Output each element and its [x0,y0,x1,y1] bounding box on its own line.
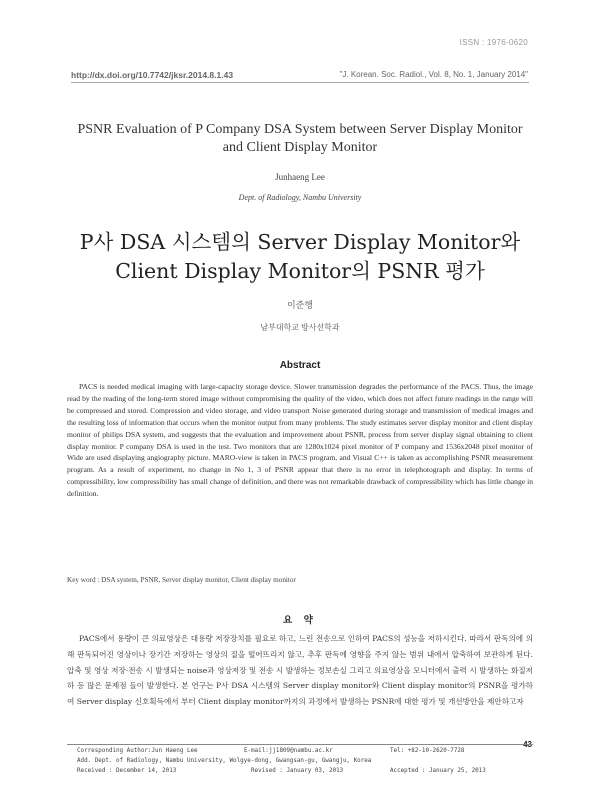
keywords-line: Key word : DSA system, PSNR, Server display monitor, Client display monitor [67,576,296,584]
affiliation-korean: 남부대학교 방사선학과 [260,323,340,332]
address: Add. Dept. of Radiology, Nambu University, Wolgye-dong, Gwangsan-gu, Gwangju, Korea [77,758,372,764]
abstract-body: PACS is needed medical imaging with large-capacity storage device. Slower transmission degrades the performance of the PACS. Thus, the image read by the reading of the long-term stored image without compromising the quality of the video, which does not affect future readings in the range will be compressed and stored. Compression and video storage, and video transport Noise generated during storage and transmission of medical images and the resulting loss of information that occurs when the monitor output from many problems. The study estimates server display monitor and client display monitor of philips DSA system, and suggests that the evaluation and improvement about PSNR, process from server display signal obtaining to client display monitor. P company DSA is used in the test. Two monitors that are 1280x1024 pixel monitor of P company and 1536x2048 pixel monitor of Wide are used displaying angiography picture. MARO-view is taken in PACS program, and Visual C++ is taken as accomplishing PSNR measurement program. As a result of experiment, no change in No 1, 3 of PSNR appear that there is no error in telephotograph and display. In terms of compressibility, low compressibility has small change of definition, and there was not remarkable drawback of compressibility which has little change in definition. [67,382,533,499]
affiliation-english: Dept. of Radiology, Nambu University [238,193,362,202]
accepted-date: Accepted : January 25, 2013 [390,768,486,774]
revised-date: Revised : January 03, 2013 [251,768,344,774]
korean-summary-body: PACS에서 용량이 큰 의료영상은 대용량 저장장치를 필요로 하고, 느린 전송으로 인하여 PACS의 성능을 저하시킨다. 따라서 판독의에 의해 판독되어진 영상이나 장기간 저장하는 영상의 질을 떨어뜨리지 않고, 추후 판독에 영향을 주지 않는 범위 내에서 압축하여 보관하게 된다. 압축 및 영상 저장·전송 시 발생되는 noise과 영상저장 및 전송 시 발생하는 정보손실 그리고 의료영상을 모니터에서 출력 시 발생하는 화질저하 등 많은 문제점 들이 발생한다. 본 연구는 P사 DSA 시스템의 Server display monitor와 Client display monitor의 PSNR을 평가하여 Server display 신호획득에서 부터 Client display monitor까지의 과정에서 발생하는 PSNR에 대한 평가 및 개선방안을 제안하고자 [67,634,533,707]
paper-title-korean-line2: Client Display Monitor의 PSNR 평가 [115,259,485,283]
email-link[interactable]: E-mail:jj1809@nambu.ac.kr [244,748,333,754]
received-date: Received : December 14, 2013 [77,768,177,774]
paper-title-korean-line1: P사 DSA 시스템의 Server Display Monitor와 [79,230,521,254]
corresponding-author: Corresponding Author:Jun Haeng Lee [77,748,198,754]
doi-link[interactable]: http://dx.doi.org/10.7742/jksr.2014.8.1.43 [71,70,234,80]
author-english: Junhaeng Lee [275,172,325,182]
telephone: Tel: +82-10-2620-7728 [390,748,465,754]
abstract-heading: Abstract [279,360,321,371]
journal-citation: "J. Korean. Soc. Radiol., Vol. 8, No. 1, January 2014" [339,70,528,79]
issn-label: ISSN : 1976-0620 [459,38,528,47]
paper-title-korean [71,228,529,286]
page-number: 43 [523,740,532,749]
author-korean: 이준행 [286,300,314,310]
footnote-box [67,744,533,781]
header-rule [71,82,529,83]
paper-title-english: PSNR Evaluation of P Company DSA System between Server Display Monitor and Client Display Monitor [77,122,523,155]
korean-summary-heading: 요 약 [283,615,317,626]
